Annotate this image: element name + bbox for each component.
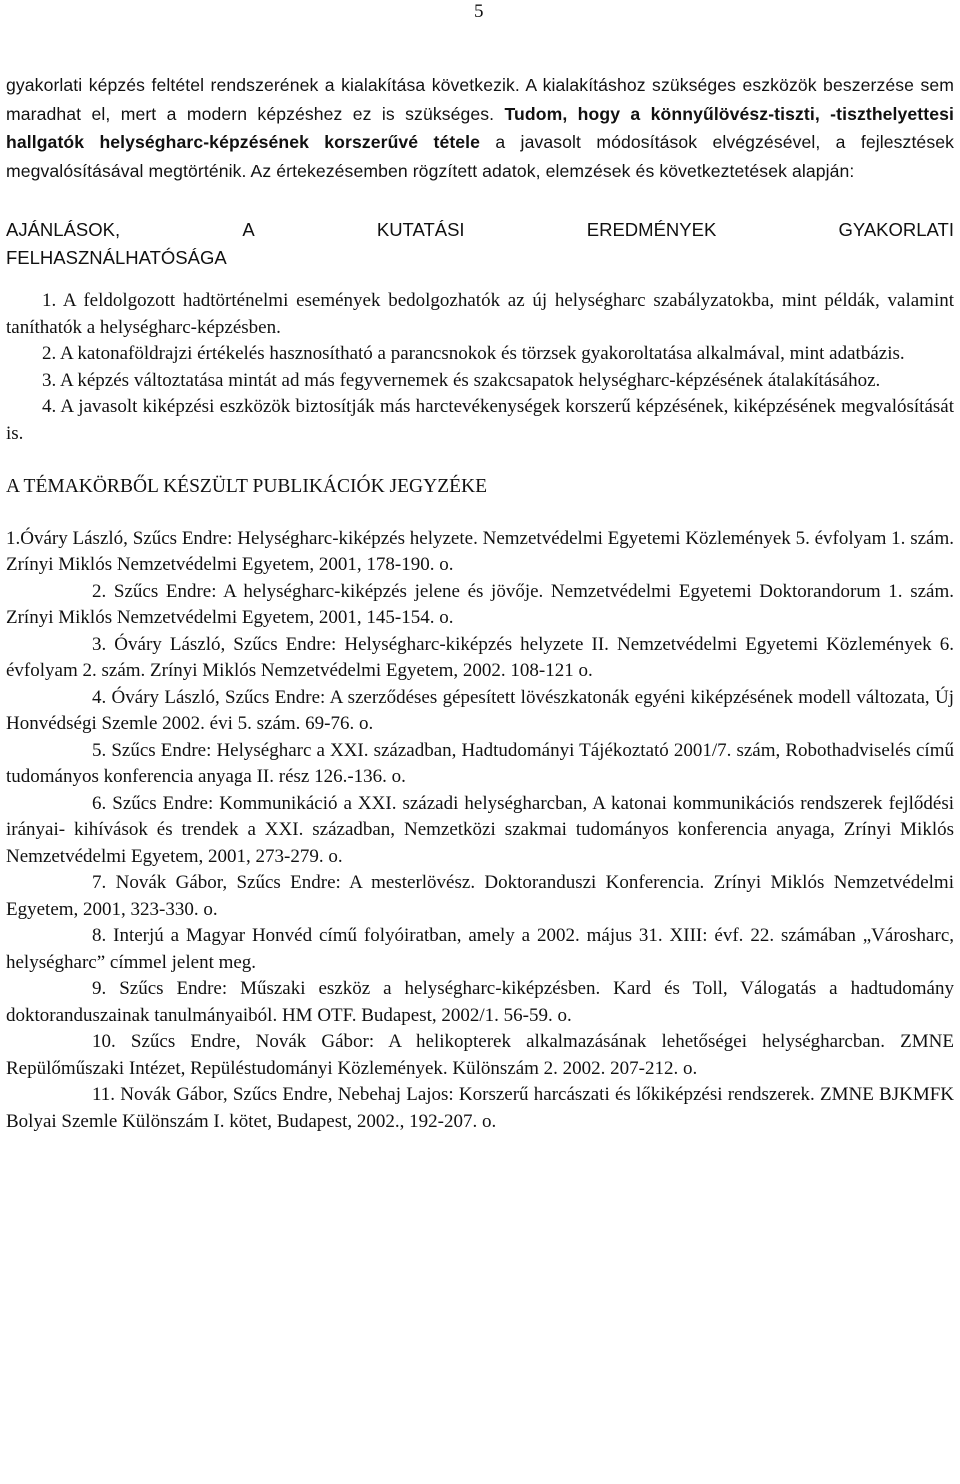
- publication-item: 7. Novák Gábor, Szűcs Endre: A mesterlövész. Doktoranduszi Konferencia. Zrínyi Miklós Nemzetvédelmi Egyetem, 2001, 323-330. o.: [6, 872, 954, 920]
- recommendation-item: 4. A javasolt kiképzési eszközök biztosítják más harctevékenységek korszerű képzésének, kiképzésének megvalósítását is.: [6, 396, 954, 444]
- publication-item: 6. Szűcs Endre: Kommunikáció a XXI. századi helységharcban, A katonai kommunikációs rendszerek fejlődési irányai- kihívások és trendek a XXI. században, Nemzetközi szakmai tudományos konferencia anyaga, Zrínyi Miklós Nemzetvédelmi Egyetem, 2001, 273-279. o.: [6, 792, 954, 867]
- recommendation-item: 1. A feldolgozott hadtörténelmi események bedolgozhatók az új helységharc szabályzatokba, mint példák, valamint taníthatók a helységharc-képzésben.: [6, 290, 954, 338]
- publication-item: 3. Óváry László, Szűcs Endre: Helységharc-kiképzés helyzete II. Nemzetvédelmi Egyetemi Közlemények 6. évfolyam 2. szám. Zrínyi Miklós Nemzetvédelmi Egyetem, 2002. 108-121 o.: [6, 633, 954, 681]
- recommendations-list: [6, 288, 954, 447]
- heading-word: GYAKORLATI: [838, 219, 954, 240]
- heading-word: AJÁNLÁSOK,: [6, 219, 121, 240]
- intro-bold-statement: Tudom, hogy a könnyűlövész-tiszti, -tiszthelyettesi hallgatók helységharc-képzésének korszerűvé tétele: [6, 103, 954, 152]
- recommendation-item: 3. A képzés változtatása mintát ad más fegyvernemek és szakcsapatok helységharc-képzésének átalakításához.: [42, 369, 881, 391]
- recommendation-item: 2. A katonaföldrajzi értékelés hasznosítható a parancsnokok és törzsek gyakoroltatása alkalmával, mint adatbázis.: [42, 343, 905, 364]
- publication-item: 2. Szűcs Endre: A helységharc-kiképzés jelene és jövője. Nemzetvédelmi Egyetemi Doktorandorum 1. szám. Zrínyi Miklós Nemzetvédelmi Egyetem, 2001, 145-154. o.: [6, 580, 954, 628]
- publication-item: 1.Óváry László, Szűcs Endre: Helységharc-kiképzés helyzete. Nemzetvédelmi Egyetemi Közlemények 5. évfolyam 1. szám. Zrínyi Miklós Nemzetvédelmi Egyetem, 2001, 178-190. o.: [6, 527, 954, 575]
- heading-word: EREDMÉNYEK: [586, 219, 717, 240]
- intro-paragraph: [6, 71, 954, 185]
- publication-item: 4. Óváry László, Szűcs Endre: A szerződéses gépesített lövészkatonák egyéni kiképzésének modell változata, Új Honvédségi Szemle 2002. évi 5. szám. 69-76. o.: [6, 686, 954, 734]
- publication-item: 10. Szűcs Endre, Novák Gábor: A helikopterek alkalmazásának lehetőségei helységharcban. ZMNE Repülőműszaki Intézet, Repüléstudományi Közlemények. Különszám 2. 2002. 207-212. o.: [6, 1031, 954, 1079]
- publication-item: 11. Novák Gábor, Szűcs Endre, Nebehaj Lajos: Korszerű harcászati és lőkiképzési rendszerek. ZMNE BJKMFK Bolyai Szemle Különszám I. kötet, Budapest, 2002., 192-207. o.: [6, 1084, 954, 1132]
- publication-item: 9. Szűcs Endre: Műszaki eszköz a helységharc-kiképzésben. Kard és Toll, Válogatás a hadtudomány doktoranduszainak tanulmányaiból. HM OTF. Budapest, 2002/1. 56-59. o.: [6, 978, 954, 1026]
- page-number: 5: [474, 1, 484, 22]
- intro-rest: a javasolt módosítások elvégzésével, a fejlesztések megvalósításával megtörténik. Az értekezésemben rögzített adatok, elemzések és következtetések alapján:: [6, 132, 954, 181]
- intro-text: gyakorlati képzés feltétel rendszerének a kialakítása következik. A kialakításhoz szükséges eszközök beszerzése sem maradhat el, mert a modern képzéshez ez is szükséges.: [6, 75, 954, 124]
- heading-word: KUTATÁSI: [376, 219, 465, 240]
- heading-word: A: [242, 219, 255, 240]
- publication-item: 5. Szűcs Endre: Helységharc a XXI. században, Hadtudományi Tájékoztató 2001/7. szám, Robothadviselés című tudományos konferencia anyaga II. rész 126.-136. o.: [6, 739, 954, 787]
- publications-list: [6, 526, 954, 1136]
- heading-line-2: FELHASZNÁLHATÓSÁGA: [6, 247, 227, 268]
- recommendations-heading: [6, 216, 954, 272]
- publication-item: 8. Interjú a Magyar Honvéd című folyóiratban, amely a 2002. május 31. XIII: évf. 22. számában „Városharc, helységharc” címmel jelent meg.: [6, 925, 954, 973]
- publications-heading: A TÉMAKÖRBŐL KÉSZÜLT PUBLIKÁCIÓK JEGYZÉKE: [6, 476, 488, 497]
- document-body: [6, 71, 954, 1135]
